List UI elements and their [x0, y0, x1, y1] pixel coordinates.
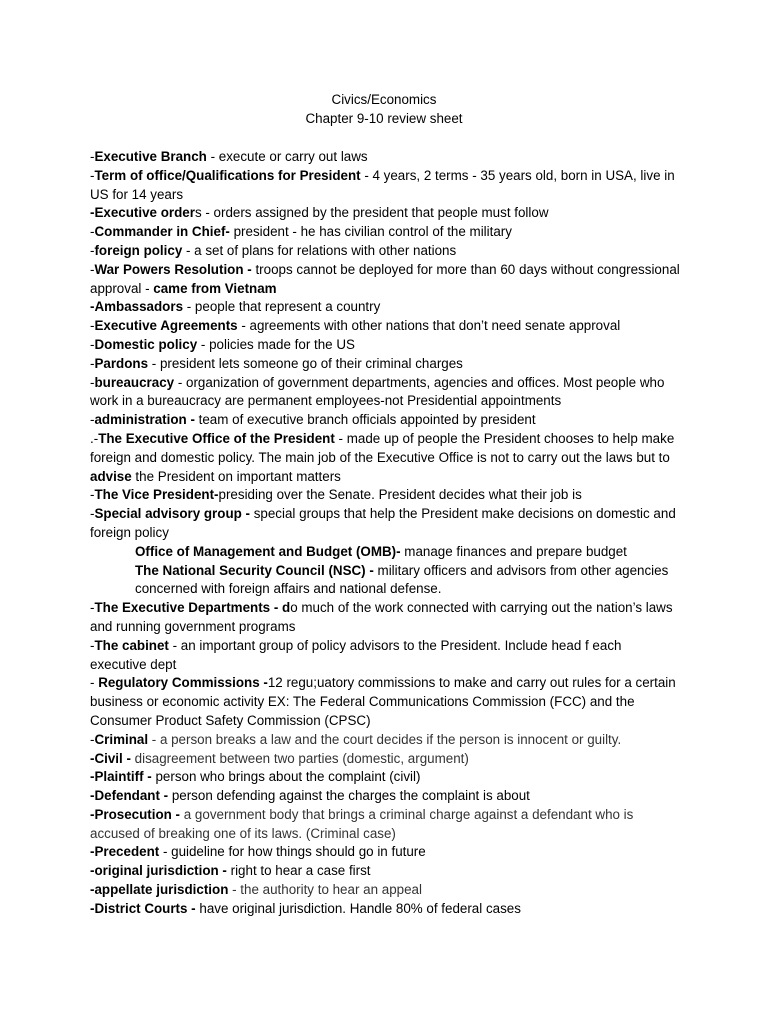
subject-title: Civics/Economics	[331, 92, 437, 107]
entry-text: -	[90, 318, 95, 334]
entry-term: Executive Branch	[94, 149, 207, 164]
review-sheet-body	[90, 148, 680, 919]
entry-text: have original jurisdiction. Handle 80% of federal cases	[195, 900, 521, 916]
entry-term: The Vice President-	[94, 487, 219, 503]
entry-term: Commander in Chief-	[94, 224, 230, 240]
entry-text: -	[90, 412, 95, 428]
review-entry	[90, 599, 680, 637]
review-entry	[90, 731, 680, 750]
review-entry	[90, 374, 680, 412]
entry-term: -Ambassadors	[90, 299, 184, 315]
entry-text: o much of the work connected with carrying out the nation’s laws and running government programs	[90, 600, 673, 634]
review-entry	[90, 167, 680, 205]
entry-term: Regulatory Commissions -	[98, 675, 268, 691]
entry-term: -Defendant -	[90, 788, 169, 804]
review-entry	[90, 750, 680, 769]
review-entry	[90, 430, 680, 486]
review-entry	[90, 806, 680, 844]
entry-text: s - orders assigned by the president that people must follow	[194, 205, 549, 221]
entry-text: -	[90, 242, 95, 258]
entry-text: -	[90, 731, 95, 747]
review-entry	[90, 637, 680, 675]
review-entry	[90, 862, 680, 881]
review-entry	[90, 261, 680, 299]
entry-term: Domestic policy	[94, 336, 198, 352]
entry-text: right to hear a case first	[226, 863, 371, 879]
entry-text: -	[90, 374, 95, 390]
entry-term: foreign policy	[94, 242, 183, 258]
entry-text: a government body that brings a criminal charge against a defendant who is accused of breaking one of its laws. (Criminal case)	[90, 806, 634, 841]
entry-term: administration -	[94, 412, 199, 428]
entry-text: - made up of people the President chooses to help make foreign and domestic policy. The main job of the Executive Office is not to carry out the laws but to	[90, 430, 675, 465]
entry-text: - people that represent a country	[183, 299, 381, 315]
review-entry	[90, 223, 680, 242]
entry-term: -Executive order	[90, 205, 195, 221]
entry-text: -	[90, 224, 95, 240]
entry-text: president - he has civilian control of the military	[229, 224, 512, 240]
entry-text: - the authority to hear an appeal	[228, 882, 422, 898]
entry-term: -District Courts -	[90, 900, 196, 916]
entry-term: came from Vietnam	[153, 280, 277, 296]
entry-text: -	[90, 336, 95, 352]
entry-text: -	[90, 637, 95, 653]
review-entry	[90, 674, 680, 730]
entry-term: The National Security Council (NSC) -	[135, 562, 374, 578]
review-entry	[90, 768, 680, 787]
review-entry	[90, 355, 680, 374]
entry-text: - an important group of policy advisors to the President. Include head f each executive dept	[90, 637, 622, 672]
review-entry	[90, 505, 680, 543]
entry-term: Office of Management and Budget (OMB)-	[135, 543, 401, 559]
entry-text: -	[90, 487, 95, 503]
review-entry	[90, 787, 680, 806]
entry-text: -	[90, 355, 95, 371]
entry-text: manage finances and prepare budget	[400, 543, 627, 559]
entry-term: advise	[90, 468, 132, 484]
entry-text: the President on important matters	[131, 468, 341, 484]
entry-text: person who brings about the complaint (civil)	[151, 769, 421, 785]
entry-term: The Executive Office of the President	[98, 430, 335, 446]
entry-term: -original jurisdiction -	[90, 863, 227, 879]
entry-text: 12 regu;uatory commissions to make and carry out rules for a certain business or economic activity EX: The Federal Communications Commission (FCC) and the Consumer Product Safety Commission (CPSC)	[90, 675, 676, 728]
review-entry	[90, 411, 680, 430]
review-entry	[90, 486, 680, 505]
entry-text: - a set of plans for relations with other nations	[182, 242, 457, 258]
entry-text: military officers and advisors from other agencies concerned with foreign affairs and national defense.	[135, 562, 669, 597]
entry-term: -Prosecution -	[90, 806, 181, 822]
entry-text: -	[90, 261, 95, 277]
review-entry	[90, 843, 680, 862]
entry-text: -	[90, 167, 95, 183]
document-header	[0, 90, 768, 128]
entry-text: - execute or carry out laws	[206, 149, 368, 164]
entry-text: person defending against the charges the complaint is about	[168, 788, 530, 804]
review-entry	[90, 317, 680, 336]
review-entry	[90, 881, 680, 900]
entry-term: -appellate jurisdiction	[90, 882, 229, 898]
entry-text: -	[90, 506, 95, 522]
review-entry	[90, 336, 680, 355]
entry-term: Term of office/Qualifications for President	[94, 167, 361, 183]
entry-text: team of executive branch officials appointed by president	[198, 412, 536, 428]
review-sheet-subtitle: Chapter 9-10 review sheet	[305, 111, 463, 126]
entry-text: presiding over the Senate. President decides what their job is	[218, 487, 582, 503]
review-entry	[90, 562, 680, 600]
entry-text: -	[90, 600, 95, 616]
entry-term: bureaucracy	[94, 374, 175, 390]
entry-term: War Powers Resolution -	[94, 261, 252, 277]
review-entry	[90, 242, 680, 261]
entry-text: -	[90, 675, 99, 691]
review-entry	[90, 148, 680, 167]
entry-text: .-	[90, 430, 99, 446]
entry-text: - president lets someone go of their criminal charges	[148, 355, 463, 371]
entry-text: - 4 years, 2 terms - 35 years old, born in USA, live in US for 14 years	[90, 167, 675, 202]
entry-text: - a person breaks a law and the court decides if the person is innocent or guilty.	[148, 731, 622, 747]
entry-term: Special advisory group -	[94, 506, 250, 522]
entry-text: - organization of government departments, agencies and offices. Most people who work in a bureaucracy are permanent employees-not Presidential appointments	[90, 374, 665, 409]
review-entry	[90, 204, 680, 223]
entry-term: Criminal	[94, 731, 149, 747]
entry-term: The Executive Departments - d	[94, 600, 291, 616]
entry-text: - agreements with other nations that don’t need senate approval	[237, 318, 621, 334]
entry-text: -	[90, 149, 95, 164]
entry-term: -Plaintiff -	[90, 769, 152, 785]
entry-text: troops cannot be deployed for more than 60 days without congressional approval -	[90, 261, 680, 296]
entry-text: special groups that help the President make decisions on domestic and foreign policy	[90, 506, 676, 540]
entry-text: disagreement between two parties (domestic, argument)	[130, 750, 469, 766]
entry-text: - policies made for the US	[197, 336, 355, 352]
review-entry	[90, 298, 680, 317]
entry-term: -Precedent	[90, 844, 160, 860]
entry-text: - guideline for how things should go in future	[159, 844, 426, 860]
entry-term: Executive Agreements	[94, 318, 238, 334]
entry-term: The cabinet	[94, 637, 169, 653]
entry-term: Pardons	[94, 355, 149, 371]
entry-term: -Civil -	[90, 750, 131, 766]
review-entry	[90, 900, 680, 919]
review-entry	[90, 543, 680, 562]
